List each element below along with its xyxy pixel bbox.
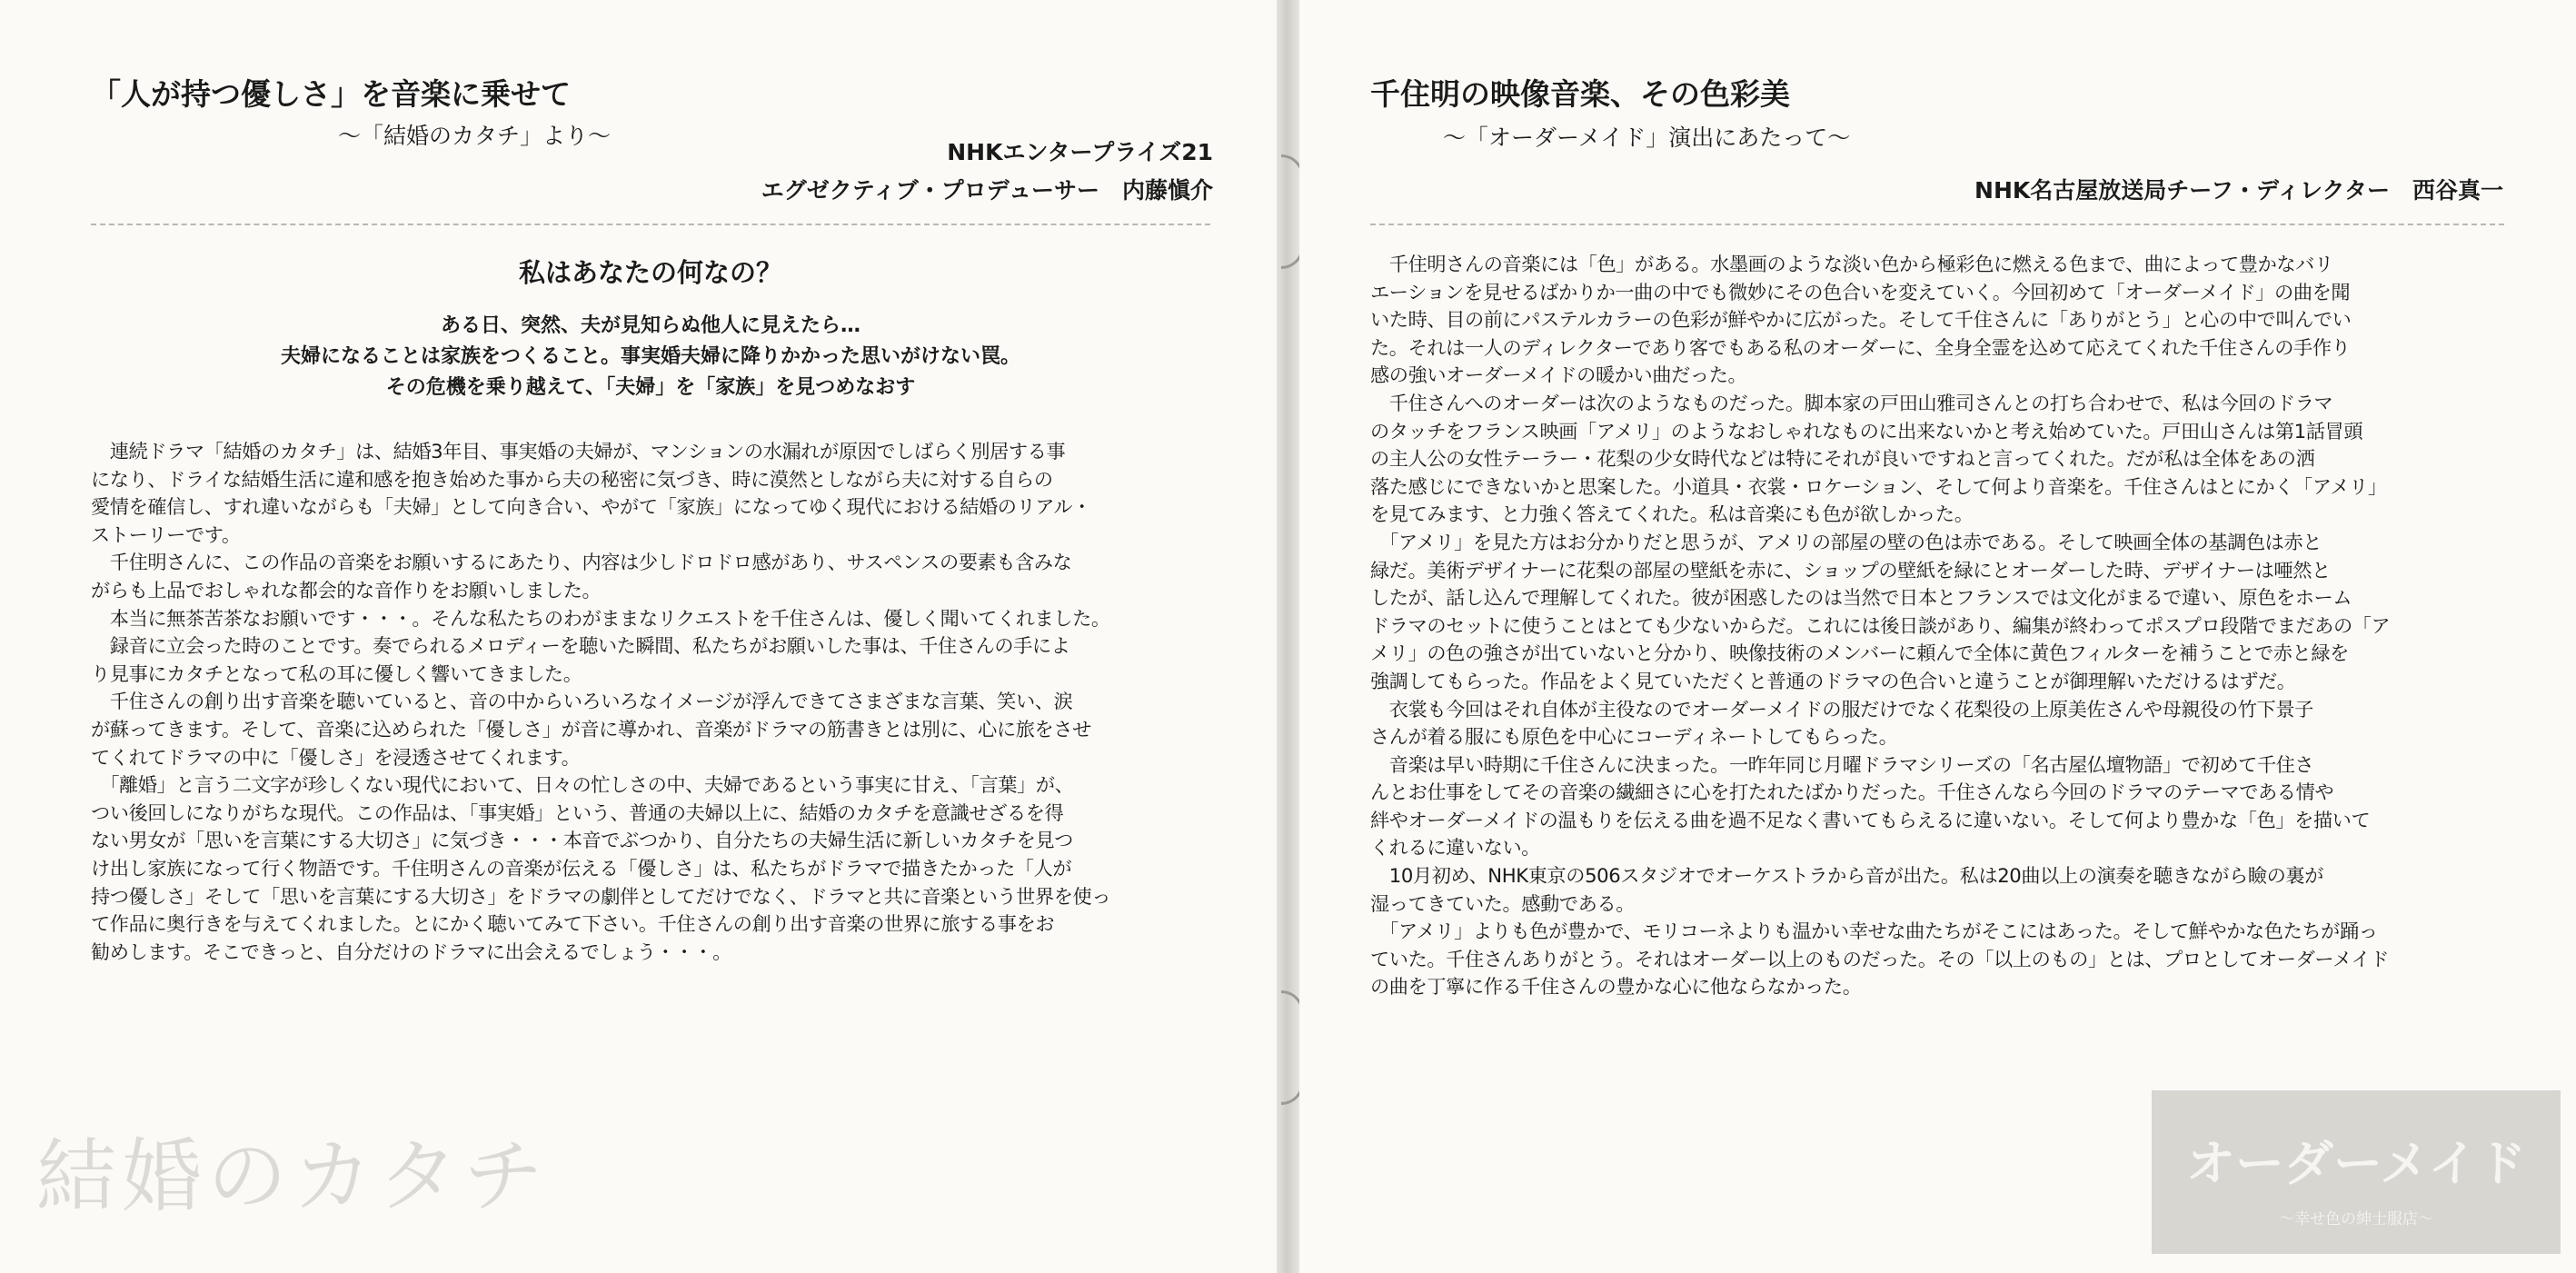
right-page: [1299, 0, 2576, 1273]
body-line: 感の強いオーダーメイドの暖かい曲だった。: [1370, 363, 1747, 387]
body-line: 落た感じにできないかと思案した。小道具・衣裳・ロケーション、そして何より音楽を。千住さんはとにかく「アメリ」: [1370, 474, 2387, 498]
left-lead: [91, 311, 1210, 403]
body-line: 「アメリ」よりも色が豊かで、モリコーネよりも温かい幸せな曲たちがそこにはあった。そして鮮やかな色たちが踊っ: [1370, 920, 2378, 943]
body-line: 千住さんへのオーダーは次のようなものだった。脚本家の戸田山雅司さんとの打ち合わせで、私は今回のドラマ: [1370, 391, 2333, 414]
body-line: ない男女が「思いを言葉にする大切さ」に気づき・・・本音でぶつかり、自分たちの夫婦生活に新しいカタチを見つ: [91, 829, 1073, 852]
body-line: エーションを見せるばかりか一曲の中でも微妙にその色合いを変えていく。今回初めて「オーダーメイド」の曲を聞: [1370, 280, 2351, 303]
body-line: 千住明さんの音楽には「色」がある。水墨画のような淡い色から極彩色に燃える色まで、曲によって豊かなバリ: [1370, 253, 2333, 275]
body-line: ていた。千住さんありがとう。それはオーダー以上のものだった。その「以上のもの」とは、プロとしてオーダーメイド: [1370, 947, 2390, 970]
body-line: を見てみます、と力強く答えてくれた。私は音楽にも色が欲しかった。: [1370, 502, 1974, 526]
right-title: 千住明の映像音楽、その色彩美: [1370, 76, 1790, 112]
body-line: が蘇ってきます。そして、音楽に込められた「優しさ」が音に導かれ、音楽がドラマの筋書きとは別に、心に旅をさせ: [91, 717, 1091, 741]
body-line: いた時、目の前にパステルカラーの色彩が鮮やかに広がった。そして千住さんに「ありがとう」と心の中で叫んでい: [1370, 308, 2352, 332]
body-line: 「離婚」と言う二文字が珍しくない現代において、日々の忙しさの中、夫婦であるという事実に甘え、「言葉」が、: [91, 773, 1074, 797]
body-line: 湿ってきていた。感動である。: [1370, 891, 1636, 915]
body-line: くれるに違いない。: [1370, 836, 1541, 860]
watermark-title: オーダーメイド: [2185, 1135, 2527, 1192]
body-line: したが、話し込んで理解してくれた。彼が困惑したのは当然で日本とフランスでは文化がまるで違い、原色をホーム: [1370, 586, 2352, 610]
body-line: 緑だ。美術デザイナーに花梨の部屋の壁紙を赤に、ショップの壁紙を緑にとオーダーした時、デザイナーは唖然と: [1370, 558, 2331, 582]
body-line: の主人公の女性テーラー・花梨の少女時代などは特にそれが良いですねと言ってくれた。だが私は全体をあの洒: [1370, 447, 2315, 471]
body-line: 「アメリ」を見た方はお分かりだと思うが、アメリの部屋の壁の色は赤である。そして映画全体の基調色は赤と: [1370, 530, 2322, 553]
left-title: 「人が持つ優しさ」を音楽に乗せて: [91, 76, 571, 112]
lead-line: その危機を乗り越えて、「夫婦」を「家族」を見つめなおす: [385, 376, 916, 399]
body-line: 録音に立会った時のことです。奏でられるメロディーを聴いた瞬間、私たちがお願いした事は、千住さんの手によ: [91, 634, 1070, 658]
left-body: [91, 438, 1213, 966]
body-line: ストーリーです。: [91, 522, 241, 546]
lead-line: 夫婦になることは家族をつくること。事実婚夫婦に降りかかった思いがけない罠。: [280, 345, 1020, 368]
right-watermark-logo: [2152, 1090, 2561, 1254]
body-line: がらも上品でおしゃれな都会的な音作りをお願いしました。: [91, 578, 602, 602]
body-line: 千住明さんに、この作品の音楽をお願いするにあたり、内容は少しドロドロ感があり、サスペンスの要素も含みな: [91, 551, 1072, 574]
body-line: 愛情を確信し、すれ違いながらも「夫婦」として向き合い、やがて「家族」になってゆく現代における結婚のリアル・: [91, 495, 1091, 519]
body-line: 音楽は早い時期に千住さんに決まった。一昨年同じ月曜ドラマシリーズの「名古屋仏壇物語」で初めて千住さ: [1370, 752, 2314, 776]
body-line: メリ」の色の強さが出ていないと分かり、映像技術のメンバーに頼んで全体に黄色フィルターを補うことで赤と緑を: [1370, 641, 2349, 665]
body-line: け出し家族になって行く物語です。千住明さんの音楽が伝える「優しさ」は、私たちがドラマで描きたかった「人が: [91, 856, 1072, 880]
left-subtitle: 〜「結婚のカタチ」より〜: [338, 123, 612, 149]
body-line: 強調してもらった。作品をよく見ていただくと普通のドラマの色合いと違うことが御理解いただけるはずだ。: [1370, 669, 2296, 692]
body-line: 連続ドラマ「結婚のカタチ」は、結婚3年目、事実婚の夫婦が、マンションの水漏れが原因でしばらく別居する事: [91, 440, 1066, 462]
body-line: 絆やオーダーメイドの温もりを伝える曲を過不足なく書いてもらえるに違いない。そして何より豊かな「色」を描いて: [1370, 808, 2371, 831]
body-line: て作品に奥行きを与えてくれました。とにかく聴いてみて下さい。千住さんの創り出す音楽の世界に旅する事をお: [91, 912, 1055, 936]
body-line: つい後回しになりがちな現代。この作品は、「事実婚」という、普通の夫婦以上に、結婚のカタチを意識せざるを得: [91, 801, 1064, 824]
left-watermark-logo: 結婚のカタチ: [36, 1129, 550, 1223]
body-line: 本当に無茶苦茶なお願いです・・・。そんな私たちのわがままなリクエストを千住さんは、優しく聞いてくれました。: [91, 606, 1110, 630]
body-line: 千住さんの創り出す音楽を聴いていると、音の中からいろいろなイメージが浮んできてさまざまな言葉、笑い、涙: [91, 690, 1073, 713]
body-line: んとお仕事をしてその音楽の繊細さに心を打たれたばかりだった。千住さんなら今回のドラマのテーマである情や: [1370, 781, 2334, 804]
body-line: 勧めします。そこできっと、自分だけのドラマに出会えるでしょう・・・。: [91, 940, 731, 963]
body-line: になり、ドライな結婚生活に違和感を抱き始めた事から夫の秘密に気づき、時に漠然としながら夫に対する自らの: [91, 467, 1053, 491]
right-body: [1370, 251, 2506, 1001]
body-line: さんが着る服にも原色を中心にコーディネートしてもらった。: [1370, 725, 1898, 749]
right-divider: [1370, 224, 2504, 225]
body-line: 衣裳も今回はそれ自体が主役なのでオーダーメイドの服だけでなく花梨役の上原美佐さんや母親役の竹下景子: [1370, 697, 2313, 721]
body-line: た。それは一人のディレクターであり客でもある私のオーダーに、全身全霊を込めて応えてくれた千住さんの手作り: [1370, 335, 2351, 359]
body-line: の曲を丁寧に作る千住さんの豊かな心に他ならなかった。: [1370, 975, 1862, 999]
watermark-subtitle: 〜幸せ色の紳士服店〜: [2279, 1210, 2433, 1228]
body-line: 10月初め、NHK東京の506スタジオでオーケストラから音が出た。私は20曲以上の演奏を聴きながら瞼の裏が: [1370, 864, 2323, 888]
left-credit-name: エグゼクティブ・プロデューサー 内藤愼介: [761, 177, 1213, 204]
body-line: のタッチをフランス映画「アメリ」のようなおしゃれなものに出来ないかと考え始めていた。戸田山さんは第1話冒頭: [1370, 419, 2363, 443]
right-subtitle: 〜「オーダーメイド」演出にあたって〜: [1443, 124, 1851, 151]
body-line: り見事にカタチとなって私の耳に優しく響いてきました。: [91, 661, 582, 685]
left-credit-org: NHKエンタープライズ21: [947, 139, 1213, 165]
left-heading: 私はあなたの何なの？: [518, 257, 782, 288]
body-line: ドラマのセットに使うことはとても少ないからだ。これには後日談があり、編集が終わってポスプロ段階でまだあの「ア: [1370, 613, 2391, 637]
body-line: てくれてドラマの中に「優しさ」を浸透させてくれます。: [91, 745, 581, 769]
body-line: 持つ優しさ」そして「思いを言葉にする大切さ」をドラマの劇伴としてだけでなく、ドラマと共に音楽という世界を使っ: [91, 884, 1111, 908]
right-credit: NHK名古屋放送局チーフ・ディレクター 西谷真一: [1974, 177, 2503, 204]
left-page: [0, 0, 1277, 1273]
lead-line: ある日、突然、夫が見知らぬ他人に見えたら…: [440, 314, 860, 337]
left-divider: [91, 224, 1210, 225]
